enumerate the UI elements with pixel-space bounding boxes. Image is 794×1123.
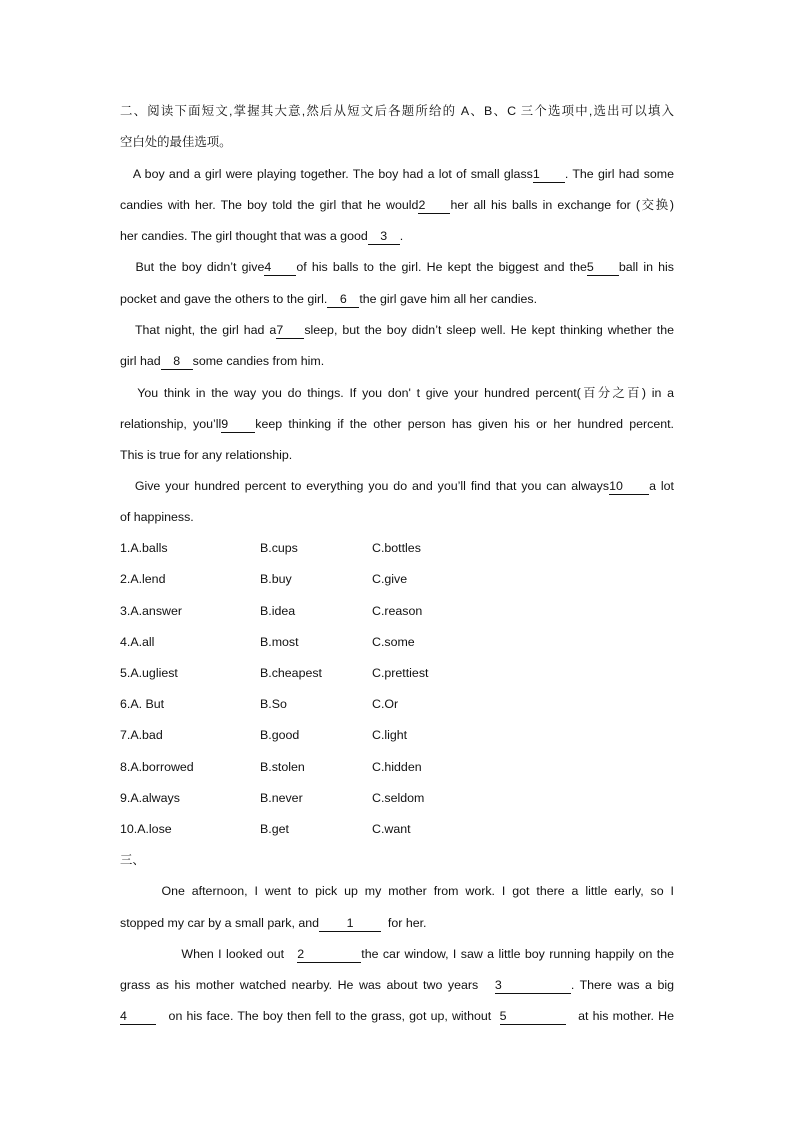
section2-heading-line1: 二、阅读下面短文,掌握其大意,然后从短文后各题所给的 A、B、C 三个选项中,选出可以填入 xyxy=(120,104,674,118)
text: a lot xyxy=(649,479,674,493)
option-5-b[interactable]: B.cheapest xyxy=(260,666,322,680)
answer-blank-5[interactable]: 5 xyxy=(587,260,619,276)
answer-blank-7[interactable]: 7 xyxy=(276,323,304,339)
option-8-b[interactable]: B.stolen xyxy=(260,760,305,774)
answer-blank-6[interactable]: 6 xyxy=(327,292,359,308)
section3-line3 xyxy=(120,944,674,964)
option-6-c[interactable]: C.Or xyxy=(372,697,399,711)
option-5-c[interactable]: C.prettiest xyxy=(372,666,429,680)
section3-heading: 三、 xyxy=(120,853,145,867)
text: girl had xyxy=(120,354,161,368)
section2-heading-line2: 空白处的最佳选项。 xyxy=(120,135,232,149)
text: . xyxy=(399,229,404,243)
text: at his mother. He xyxy=(578,1009,675,1023)
option-3-c[interactable]: C.reason xyxy=(372,604,423,618)
text: on his face. The boy then fell to the grass, got up, without xyxy=(168,1009,492,1023)
answer-blank-4[interactable]: 4 xyxy=(264,260,296,276)
option-1-c[interactable]: C.bottles xyxy=(372,541,421,555)
answer-blank-9[interactable]: 9 xyxy=(221,417,255,433)
text: the car window, I saw a little boy running happily on the xyxy=(361,947,674,961)
text: for her. xyxy=(387,916,427,930)
option-4-c[interactable]: C.some xyxy=(372,635,415,649)
text: stopped my car by a small park, and xyxy=(120,916,320,930)
text: A boy and a girl were playing together. The boy had a lot of small glass xyxy=(132,167,533,181)
passage-p4-line1 xyxy=(120,383,674,403)
option-2-a[interactable]: 2.A.lend xyxy=(120,572,166,586)
passage-p5-line1 xyxy=(120,476,674,496)
option-7-c[interactable]: C.light xyxy=(372,728,408,742)
option-7-a[interactable]: 7.A.bad xyxy=(120,728,163,742)
text: some candies from him. xyxy=(192,354,325,368)
option-10-a[interactable]: 10.A.lose xyxy=(120,822,172,836)
option-2-c[interactable]: C.give xyxy=(372,572,408,586)
option-4-a[interactable]: 4.A.all xyxy=(120,635,155,649)
text: her all his balls in exchange for (交换) xyxy=(450,198,674,212)
answer-blank-s3-5[interactable]: 5 xyxy=(500,1009,566,1025)
text: . There was a big xyxy=(570,978,675,992)
option-8-a[interactable]: 8.A.borrowed xyxy=(120,760,194,774)
option-6-a[interactable]: 6.A. But xyxy=(120,697,165,711)
option-9-b[interactable]: B.never xyxy=(260,791,303,805)
text: ball in his xyxy=(618,260,674,274)
answer-blank-s3-2[interactable]: 2 xyxy=(297,947,361,963)
text: grass as his mother watched nearby. He was about two years xyxy=(120,978,479,992)
option-10-c[interactable]: C.want xyxy=(372,822,411,836)
passage-p3-line2 xyxy=(120,351,674,371)
answer-blank-1[interactable]: 1 xyxy=(533,167,565,183)
option-9-c[interactable]: C.seldom xyxy=(372,791,425,805)
option-4-b[interactable]: B.most xyxy=(260,635,299,649)
option-6-b[interactable]: B.So xyxy=(260,697,287,711)
text: the girl gave him all her candies. xyxy=(359,292,538,306)
option-8-c[interactable]: C.hidden xyxy=(372,760,422,774)
passage-p1-line1 xyxy=(120,164,674,184)
answer-blank-10[interactable]: 10 xyxy=(609,479,649,495)
text: That night, the girl had a xyxy=(134,323,277,337)
text: candies with her. The boy told the girl that he would xyxy=(120,198,419,212)
option-3-a[interactable]: 3.A.answer xyxy=(120,604,182,618)
option-3-b[interactable]: B.idea xyxy=(260,604,296,618)
answer-blank-s3-4[interactable]: 4 xyxy=(120,1009,156,1025)
passage-p2-line2 xyxy=(120,289,674,309)
text: When I looked out xyxy=(181,947,285,961)
text: Give your hundred percent to everything you do and you’ll find that you can always xyxy=(134,479,610,493)
answer-blank-s3-1[interactable]: 1 xyxy=(319,916,381,932)
text: sleep, but the boy didn’t sleep well. He kept thinking whether the xyxy=(304,323,674,337)
answer-blank-8[interactable]: 8 xyxy=(161,354,193,370)
text: of his balls to the girl. He kept the biggest and the xyxy=(296,260,587,274)
answer-blank-s3-3[interactable]: 3 xyxy=(495,978,571,994)
option-1-a[interactable]: 1.A.balls xyxy=(120,541,168,555)
answer-blank-2[interactable]: 2 xyxy=(418,198,450,214)
text: You think in the way you do things. If you don' t give your hundred percent(百分之百) in a xyxy=(137,386,675,400)
option-2-b[interactable]: B.buy xyxy=(260,572,292,586)
option-10-b[interactable]: B.get xyxy=(260,822,289,836)
option-7-b[interactable]: B.good xyxy=(260,728,300,742)
answer-blank-3[interactable]: 3 xyxy=(368,229,400,245)
text: pocket and gave the others to the girl. xyxy=(120,292,328,306)
passage-p1-line3 xyxy=(120,226,674,246)
text: her candies. The girl thought that was a good xyxy=(120,229,368,243)
option-9-a[interactable]: 9.A.always xyxy=(120,791,180,805)
text: keep thinking if the other person has given his or her hundred percent. xyxy=(255,417,674,431)
passage-p4-line2 xyxy=(120,414,674,434)
passage-p2-line1 xyxy=(120,257,674,277)
section3-line1 xyxy=(120,881,674,901)
text: . The girl had some xyxy=(564,167,674,181)
section3-line5 xyxy=(120,1006,674,1026)
passage-p1-line2 xyxy=(120,195,674,215)
section3-line4 xyxy=(120,975,674,995)
option-1-b[interactable]: B.cups xyxy=(260,541,298,555)
text: relationship, you’ll xyxy=(120,417,222,431)
text: But the boy didn’t give xyxy=(135,260,265,274)
passage-p5-line2: of happiness. xyxy=(120,510,194,524)
option-5-a[interactable]: 5.A.ugliest xyxy=(120,666,178,680)
text: One afternoon, I went to pick up my mother from work. I got there a little early, so I xyxy=(161,884,674,898)
passage-p4-line3: This is true for any relationship. xyxy=(120,448,293,462)
section3-line2 xyxy=(120,913,674,933)
passage-p3-line1 xyxy=(120,320,674,340)
